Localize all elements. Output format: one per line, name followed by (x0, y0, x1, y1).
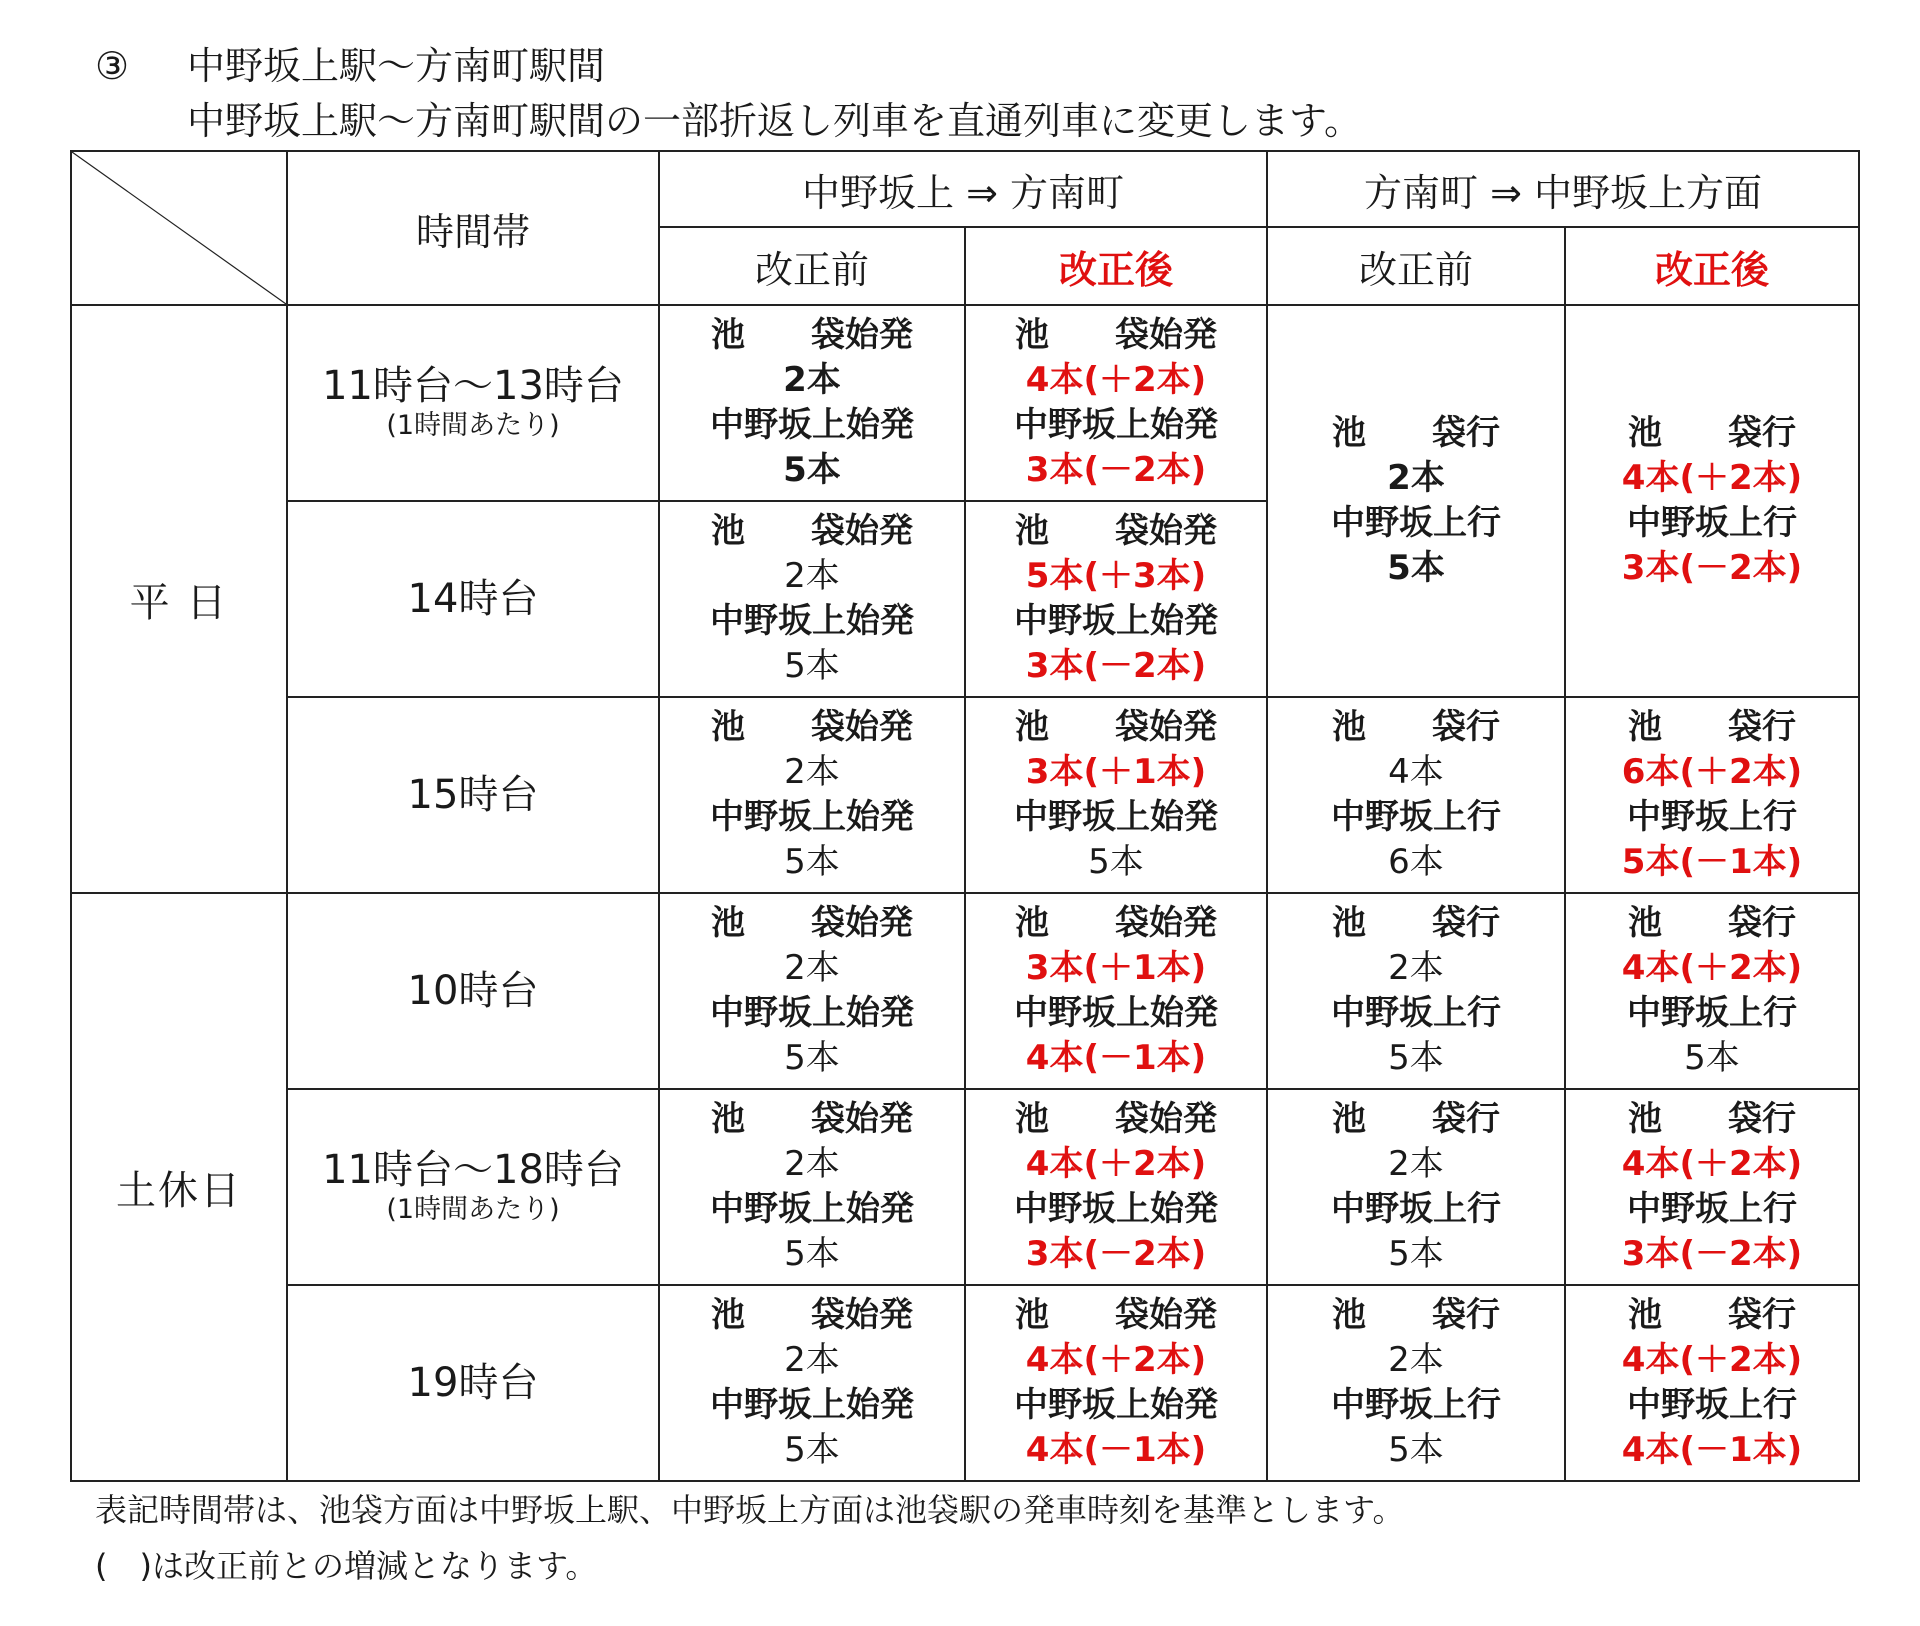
time-band-label: 19時台 (407, 1360, 539, 1406)
train-count-changed: 4本(＋2本) (1025, 1144, 1207, 1184)
train-count-changed: 4本(＋2本) (1621, 1144, 1803, 1184)
service-cell-before (659, 893, 965, 1089)
train-count-changed: 3本(＋1本) (1025, 948, 1207, 988)
station-label: 中野坂上行 (1331, 1385, 1501, 1425)
service-cell-after (965, 501, 1267, 697)
station-label: 袋行 (1432, 413, 1500, 453)
period-label-holiday: 土休日 (71, 893, 287, 1481)
section-title: 中野坂上駅～方南町駅間 (187, 44, 606, 88)
station-label: 袋始発 (811, 903, 913, 943)
time-band-label: 14時台 (407, 576, 539, 622)
train-count: 2本 (784, 948, 840, 988)
station-label: 池 (1628, 707, 1662, 747)
table-row (71, 305, 1859, 501)
train-count: 2本 (1388, 948, 1444, 988)
station-label: 袋始発 (811, 511, 913, 551)
station-label: 中野坂上始発 (1014, 405, 1218, 445)
service-cell-after (1565, 893, 1859, 1089)
station-label: 袋行 (1728, 1099, 1796, 1139)
table-row (71, 697, 1859, 893)
train-count-changed: 4本(＋2本) (1025, 1340, 1207, 1380)
train-count: 5本 (1388, 1430, 1444, 1470)
train-count-changed: 3本(－2本) (1025, 646, 1207, 686)
table-row (71, 893, 1859, 1089)
corner-diagonal-cell (71, 151, 287, 305)
station-label: 中野坂上行 (1331, 503, 1501, 543)
train-count-changed: 4本(－1本) (1025, 1038, 1207, 1078)
service-cell-after (965, 697, 1267, 893)
station-label: 池 (1015, 1099, 1049, 1139)
station-label: 池 (711, 903, 745, 943)
train-count-changed: 5本(＋3本) (1025, 556, 1207, 596)
train-count-changed: 3本(－2本) (1621, 548, 1803, 588)
station-label: 中野坂上行 (1331, 993, 1501, 1033)
train-count-changed: 3本(－2本) (1025, 1234, 1207, 1274)
train-count: 2本 (1387, 458, 1445, 498)
train-count: 5本 (784, 842, 840, 882)
station-label: 中野坂上始発 (710, 1385, 914, 1425)
station-label: 池 (1015, 707, 1049, 747)
station-label: 池 (1015, 1295, 1049, 1335)
before-revision-header: 改正前 (659, 227, 965, 305)
station-label: 池 (711, 1099, 745, 1139)
time-band-header: 時間帯 (287, 151, 659, 305)
train-count: 5本 (1388, 1038, 1444, 1078)
station-label: 池 (1332, 413, 1366, 453)
station-label: 中野坂上行 (1627, 797, 1797, 837)
after-revision-header: 改正後 (1565, 227, 1859, 305)
section-heading (95, 42, 605, 90)
train-count-changed: 4本(＋2本) (1621, 948, 1803, 988)
service-cell-before (659, 305, 965, 501)
footnote-time-basis: 表記時間帯は、池袋方面は中野坂上駅、中野坂上方面は池袋駅の発車時刻を基準とします。 (95, 1491, 1405, 1529)
time-band-label: 11時台～18時台 (322, 1147, 624, 1193)
station-label: 袋行 (1432, 707, 1500, 747)
header-row-directions (71, 151, 1859, 227)
train-count: 5本 (1684, 1038, 1740, 1078)
service-cell-before (659, 697, 965, 893)
train-count-changed: 6本(＋2本) (1621, 752, 1803, 792)
service-cell-before (1267, 697, 1565, 893)
footnote-parentheses: ( )は改正前との増減となります。 (95, 1547, 598, 1585)
station-label: 中野坂上始発 (710, 405, 914, 445)
train-count: 5本 (1088, 842, 1144, 882)
station-label: 袋行 (1728, 413, 1796, 453)
train-count: 5本 (1388, 1234, 1444, 1274)
diagonal-line (72, 152, 286, 304)
train-count: 5本 (784, 1430, 840, 1470)
train-count-changed: 4本(＋2本) (1621, 458, 1803, 498)
direction-header-to-nakano: 方南町 ⇒ 中野坂上方面 (1267, 151, 1859, 227)
service-cell-after (1565, 305, 1859, 697)
station-label: 池 (1332, 1295, 1366, 1335)
service-cell-after (1565, 1285, 1859, 1481)
station-label: 池 (711, 511, 745, 551)
table-row (71, 1089, 1859, 1285)
time-band-cell (287, 697, 659, 893)
station-label: 中野坂上始発 (1014, 797, 1218, 837)
time-band-cell (287, 1089, 659, 1285)
station-label: 中野坂上行 (1331, 1189, 1501, 1229)
service-cell-after (965, 893, 1267, 1089)
train-count: 2本 (784, 1144, 840, 1184)
station-label: 袋始発 (1115, 1099, 1217, 1139)
train-count-changed: 4本(－1本) (1621, 1430, 1803, 1470)
direction-header-to-honancho: 中野坂上 ⇒ 方南町 (659, 151, 1267, 227)
train-count: 2本 (783, 360, 841, 400)
station-label: 中野坂上始発 (710, 993, 914, 1033)
station-label: 池 (1628, 413, 1662, 453)
train-count: 2本 (1388, 1144, 1444, 1184)
section-number: ③ (95, 44, 130, 88)
train-count: 4本 (1388, 752, 1444, 792)
time-band-label: 10時台 (407, 968, 539, 1014)
station-label: 中野坂上始発 (1014, 601, 1218, 641)
service-cell-after (965, 1285, 1267, 1481)
time-band-label: 15時台 (407, 772, 539, 818)
time-band-cell (287, 305, 659, 501)
train-count: 2本 (784, 556, 840, 596)
station-label: 中野坂上行 (1331, 797, 1501, 837)
train-count: 2本 (784, 752, 840, 792)
station-label: 袋行 (1432, 1295, 1500, 1335)
station-label: 中野坂上始発 (710, 601, 914, 641)
time-band-label: 11時台～13時台 (322, 363, 624, 409)
station-label: 池 (1015, 511, 1049, 551)
station-label: 池 (1332, 707, 1366, 747)
service-cell-before (659, 1285, 965, 1481)
service-cell-before (659, 1089, 965, 1285)
station-label: 袋始発 (811, 1295, 913, 1335)
time-band-cell (287, 893, 659, 1089)
train-count: 5本 (1387, 548, 1445, 588)
service-cell-after (965, 305, 1267, 501)
service-cell-after (965, 1089, 1267, 1285)
train-count: 5本 (784, 1038, 840, 1078)
time-band-note: (1時間あたり) (386, 1194, 560, 1225)
train-count: 2本 (1388, 1340, 1444, 1380)
train-count-changed: 3本(－2本) (1025, 450, 1207, 490)
train-count: 6本 (1388, 842, 1444, 882)
station-label: 池 (711, 315, 745, 355)
section-description: 中野坂上駅～方南町駅間の一部折返し列車を直通列車に変更します。 (187, 99, 1362, 143)
train-count: 5本 (783, 450, 841, 490)
station-label: 袋始発 (1115, 1295, 1217, 1335)
train-count: 5本 (784, 646, 840, 686)
before-revision-header: 改正前 (1267, 227, 1565, 305)
station-label: 中野坂上行 (1627, 993, 1797, 1033)
station-label: 袋行 (1728, 1295, 1796, 1335)
service-cell-after (1565, 697, 1859, 893)
station-label: 袋始発 (1115, 903, 1217, 943)
station-label: 袋行 (1728, 903, 1796, 943)
after-revision-header: 改正後 (965, 227, 1267, 305)
station-label: 中野坂上始発 (710, 1189, 914, 1229)
station-label: 袋行 (1728, 707, 1796, 747)
service-cell-before (1267, 893, 1565, 1089)
train-count: 5本 (784, 1234, 840, 1274)
station-label: 袋行 (1432, 903, 1500, 943)
train-count-changed: 4本(－1本) (1025, 1430, 1207, 1470)
station-label: 池 (1332, 1099, 1366, 1139)
station-label: 袋始発 (811, 315, 913, 355)
station-label: 中野坂上始発 (710, 797, 914, 837)
station-label: 池 (1015, 315, 1049, 355)
train-count-changed: 4本(＋2本) (1621, 1340, 1803, 1380)
station-label: 袋始発 (811, 1099, 913, 1139)
station-label: 池 (1628, 903, 1662, 943)
train-count-changed: 3本(－2本) (1621, 1234, 1803, 1274)
station-label: 袋始発 (811, 707, 913, 747)
service-cell-before (1267, 305, 1565, 697)
train-count: 2本 (784, 1340, 840, 1380)
station-label: 池 (711, 707, 745, 747)
station-label: 袋始発 (1115, 315, 1217, 355)
service-cell-before (1267, 1285, 1565, 1481)
time-band-note: (1時間あたり) (386, 410, 560, 441)
train-count-changed: 3本(＋1本) (1025, 752, 1207, 792)
station-label: 中野坂上始発 (1014, 1385, 1218, 1425)
service-cell-before (1267, 1089, 1565, 1285)
station-label: 池 (711, 1295, 745, 1335)
table-row (71, 1285, 1859, 1481)
station-label: 池 (1628, 1295, 1662, 1335)
station-label: 池 (1628, 1099, 1662, 1139)
service-cell-before (659, 501, 965, 697)
train-count-changed: 5本(－1本) (1621, 842, 1803, 882)
station-label: 中野坂上行 (1627, 1385, 1797, 1425)
station-label: 中野坂上行 (1627, 503, 1797, 543)
station-label: 池 (1332, 903, 1366, 943)
station-label: 袋始発 (1115, 707, 1217, 747)
train-count-changed: 4本(＋2本) (1025, 360, 1207, 400)
station-label: 中野坂上始発 (1014, 1189, 1218, 1229)
station-label: 袋行 (1432, 1099, 1500, 1139)
time-band-cell (287, 1285, 659, 1481)
station-label: 池 (1015, 903, 1049, 943)
station-label: 中野坂上始発 (1014, 993, 1218, 1033)
time-band-cell (287, 501, 659, 697)
service-cell-after (1565, 1089, 1859, 1285)
station-label: 中野坂上行 (1627, 1189, 1797, 1229)
station-label: 袋始発 (1115, 511, 1217, 551)
period-label-weekday: 平 日 (71, 305, 287, 893)
timetable-change-table (70, 150, 1860, 1482)
